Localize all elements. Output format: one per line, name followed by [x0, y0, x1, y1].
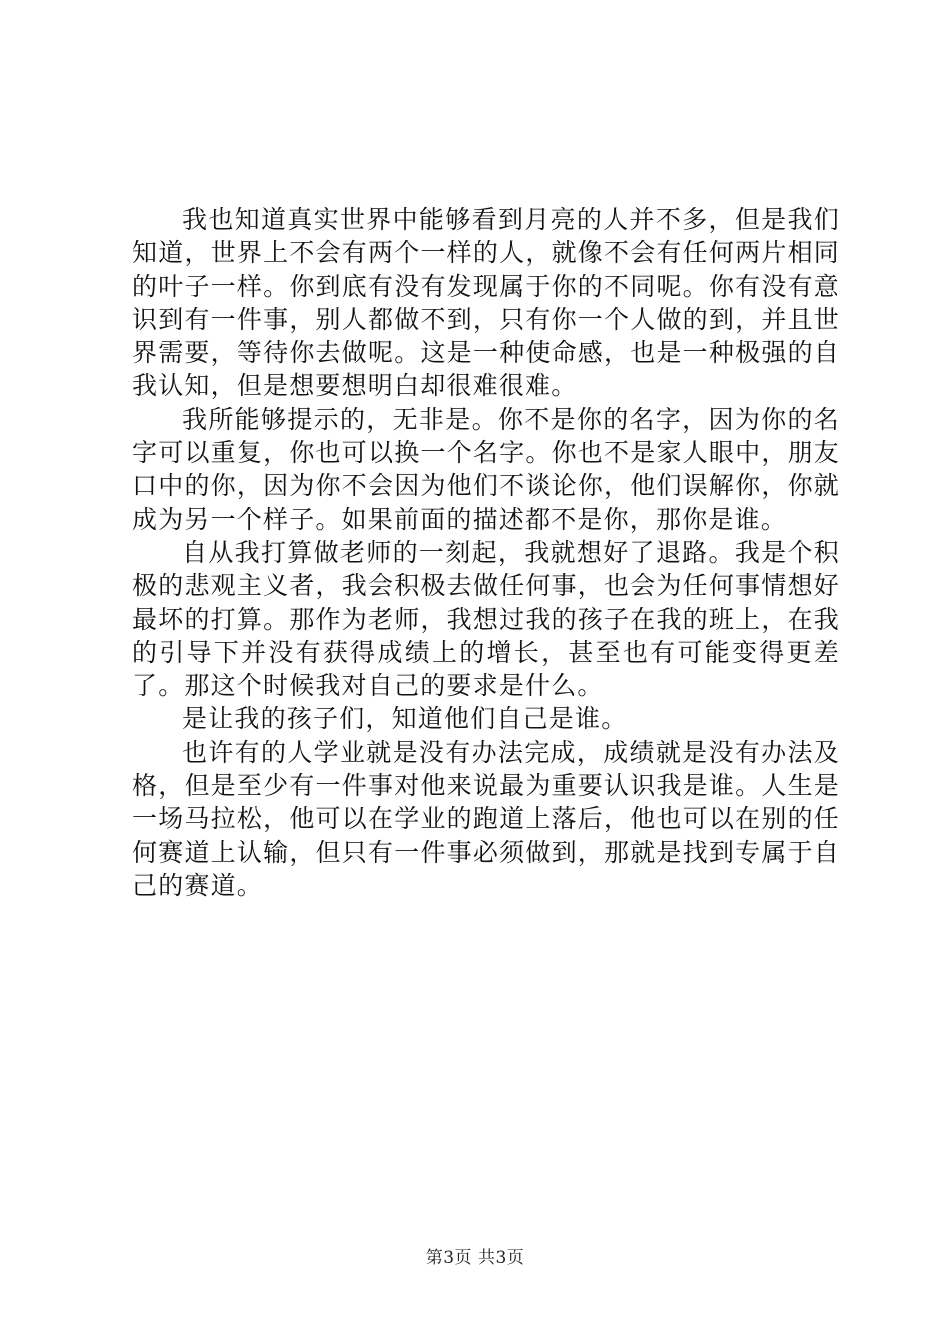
- paragraph-2: 我所能够提示的，无非是。你不是你的名字，因为你的名字可以重复，你也可以换一个名字。你也不是家人眼中，朋友口中的你，因为你不会因为他们不谈论你，他们误解你，你就成为另一个样子。如果前面的描述都不是你，那你是谁。: [132, 404, 840, 534]
- page-footer: 第3页 共3页: [425, 1248, 525, 1268]
- paragraph-3: 自从我打算做老师的一刻起，我就想好了退路。我是个积极的悲观主义者，我会积极去做任何事，也会为任何事情想好最坏的打算。那作为老师，我想过我的孩子在我的班上，在我的引导下并没有获得成绩上的增长，甚至也有可能变得更差了。那这个时候我对自己的要求是什么。: [132, 537, 840, 701]
- paragraph-4: 是让我的孩子们，知道他们自己是谁。: [182, 704, 628, 734]
- document-body: [132, 203, 840, 902]
- paragraph-5: 也许有的人学业就是没有办法完成，成绩就是没有办法及格，但是至少有一件事对他来说最为重要认识我是谁。人生是一场马拉松，他可以在学业的跑道上落后，他也可以在别的任何赛道上认输，但只有一件事必须做到，那就是找到专属于自己的赛道。: [132, 737, 840, 900]
- paragraph-1: 我也知道真实世界中能够看到月亮的人并不多，但是我们知道，世界上不会有两个一样的人，就像不会有任何两片相同的叶子一样。你到底有没有发现属于你的不同呢。你有没有意识到有一件事，别人都做不到，只有你一个人做的到，并且世界需要，等待你去做呢。这是一种使命感，也是一种极强的自我认知，但是想要想明白却很难很难。: [132, 205, 840, 401]
